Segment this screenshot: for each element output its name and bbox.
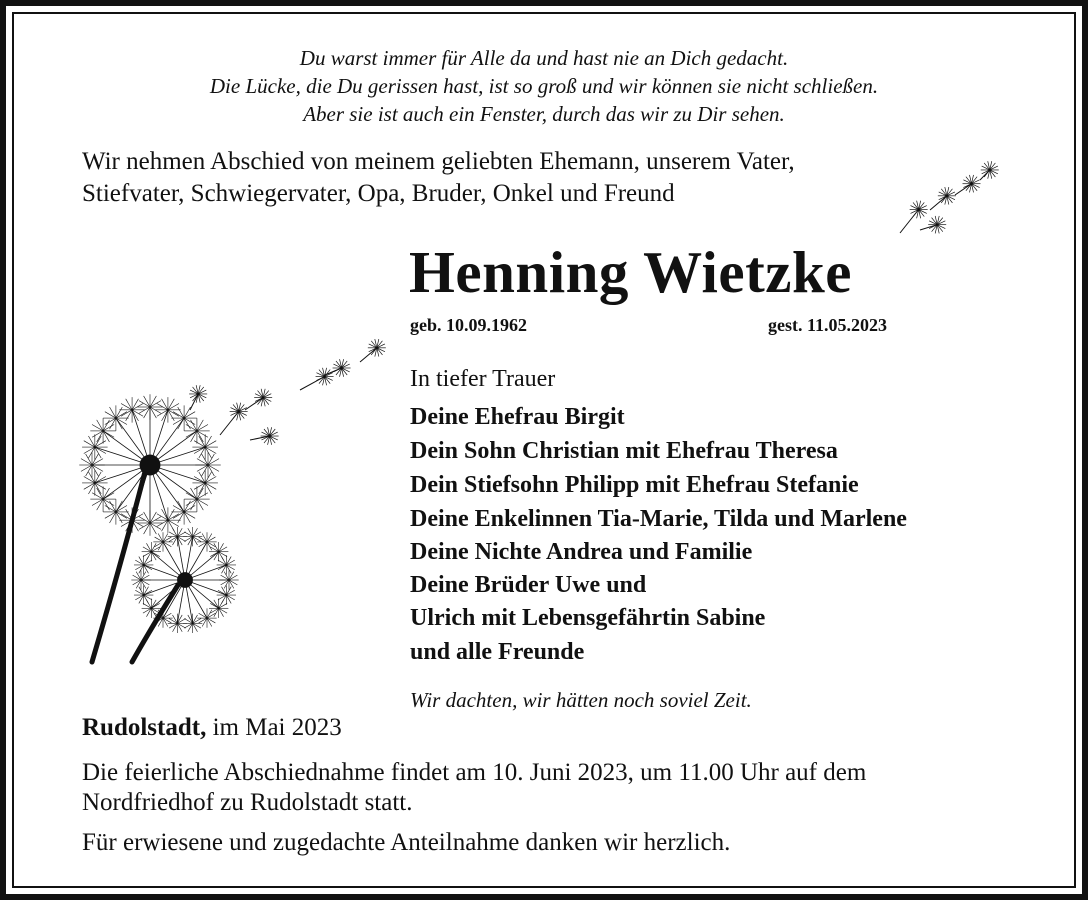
birth-date: geb. 10.09.1962 (410, 315, 527, 335)
intro-line: Stiefvater, Schwiegervater, Opa, Bruder, Onkel und Freund (82, 180, 675, 207)
mourner-line: Deine Enkelinnen Tia-Marie, Tilda und Marlene (410, 506, 907, 532)
mourning-intro: In tiefer Trauer (410, 366, 556, 392)
ceremony-line: Nordfriedhof zu Rudolstadt statt. (82, 789, 413, 816)
mourner-line: Deine Brüder Uwe und (410, 572, 647, 598)
ceremony-line: Die feierliche Abschiednahme findet am 10. Juni 2023, um 11.00 Uhr auf dem (82, 759, 867, 786)
thanks-line: Für erwiesene und zugedachte Anteilnahme danken wir herzlich. (82, 829, 731, 856)
closing-quote: Wir dachten, wir hätten noch soviel Zeit. (410, 688, 752, 712)
mourner-line: Dein Sohn Christian mit Ehefrau Theresa (410, 438, 838, 464)
deceased-name: Henning Wietzke (409, 239, 852, 305)
mourner-line: Dein Stiefsohn Philipp mit Ehefrau Stefanie (410, 472, 859, 498)
motto-line: Aber sie ist auch ein Fenster, durch das wir zu Dir sehen. (303, 102, 785, 126)
mourner-line: Deine Ehefrau Birgit (410, 404, 625, 430)
dandelion-seed-icon (880, 155, 1010, 245)
mourner-line: Deine Nichte Andrea und Familie (410, 539, 753, 565)
place-city: Rudolstadt, (82, 714, 207, 741)
mourner-line: und alle Freunde (410, 639, 585, 665)
death-date: gest. 11.05.2023 (768, 315, 887, 335)
motto-line: Du warst immer für Alle da und hast nie an Dich gedacht. (299, 46, 789, 70)
mourner-line: Ulrich mit Lebensgefährtin Sabine (410, 605, 766, 631)
place-month: im Mai 2023 (206, 714, 342, 741)
dandelion-icon (70, 340, 400, 670)
place-date (82, 713, 342, 743)
intro-line: Wir nehmen Abschied von meinem geliebten Ehemann, unserem Vater, (82, 148, 795, 175)
motto-line: Die Lücke, die Du gerissen hast, ist so groß und wir können sie nicht schließen. (209, 74, 879, 98)
